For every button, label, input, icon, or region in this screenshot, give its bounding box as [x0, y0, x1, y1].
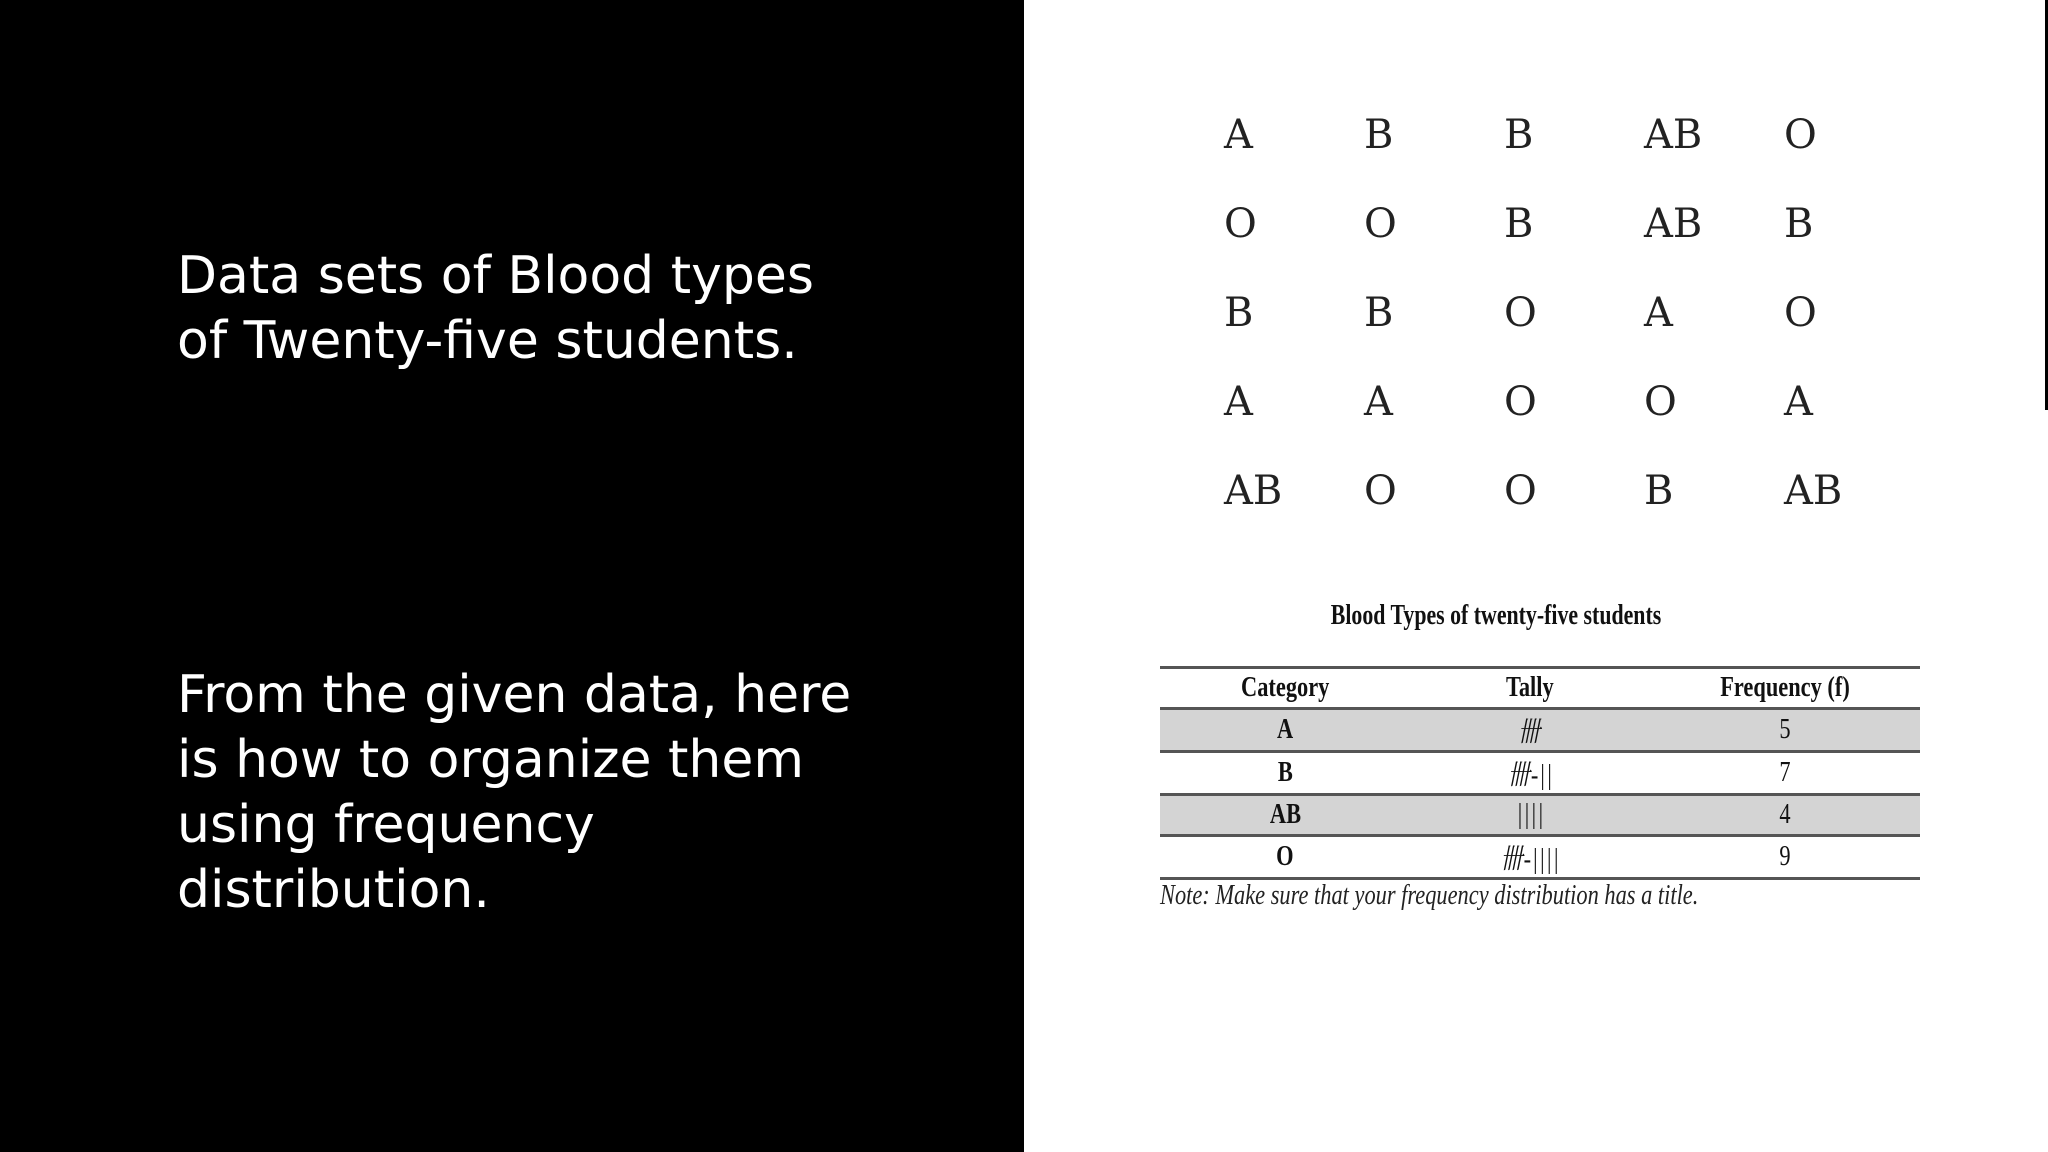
data-cell: B [1644, 468, 1674, 514]
tally-cell: |||| [1410, 795, 1650, 836]
data-cell: B [1364, 290, 1394, 336]
data-cell: B [1504, 201, 1534, 247]
table-row [1160, 709, 1920, 752]
header-tally: Tally [1410, 668, 1650, 709]
data-cell: O [1784, 112, 1817, 158]
body-text: From the given data, here is how to organize them using frequency distribution. [177, 665, 852, 920]
table-title: Blood Types of twenty-five students [1330, 600, 1662, 631]
blood-type-data-grid [1224, 100, 1924, 545]
data-cell: B [1364, 112, 1394, 158]
data-cell: B [1784, 201, 1814, 247]
data-cell: B [1504, 112, 1534, 158]
data-cell: O [1644, 379, 1677, 425]
table-row [1160, 795, 1920, 836]
frequency-cell: 9 [1650, 836, 1920, 879]
tally-cell: 卌-|| [1410, 752, 1650, 795]
data-cell: O [1364, 468, 1397, 514]
table-row [1160, 752, 1920, 795]
frequency-table [1160, 666, 1920, 880]
data-cell: AB [1644, 201, 1703, 247]
category-cell: B [1160, 752, 1410, 795]
header-category: Category [1160, 668, 1410, 709]
category-cell: A [1160, 709, 1410, 752]
data-cell: O [1504, 379, 1537, 425]
data-cell: O [1224, 201, 1257, 247]
frequency-cell: 7 [1650, 752, 1920, 795]
data-cell: A [1644, 290, 1673, 336]
table-row [1160, 836, 1920, 879]
tally-cell: 卌-|||| [1410, 836, 1650, 879]
data-cell: O [1784, 290, 1817, 336]
category-cell: AB [1160, 795, 1410, 836]
data-cell: B [1224, 290, 1254, 336]
data-cell: A [1224, 112, 1253, 158]
tally-cell: 卌 [1410, 709, 1650, 752]
heading-text: Data sets of Blood types of Twenty-five students. [177, 246, 814, 371]
table-note: Note: Make sure that your frequency distribution has a title. [1160, 880, 1699, 911]
frequency-cell: 4 [1650, 795, 1920, 836]
table-header-row [1160, 668, 1920, 709]
header-frequency: Frequency (f) [1650, 668, 1920, 709]
data-cell: O [1364, 201, 1397, 247]
frequency-cell: 5 [1650, 709, 1920, 752]
data-cell: A [1224, 379, 1253, 425]
data-cell: A [1784, 379, 1813, 425]
data-cell: A [1364, 379, 1393, 425]
data-cell: O [1504, 468, 1537, 514]
right-panel [1024, 0, 2048, 1152]
data-cell: O [1504, 290, 1537, 336]
data-cell: AB [1784, 468, 1843, 514]
data-cell: AB [1224, 468, 1283, 514]
category-cell: O [1160, 836, 1410, 879]
data-cell: AB [1644, 112, 1703, 158]
